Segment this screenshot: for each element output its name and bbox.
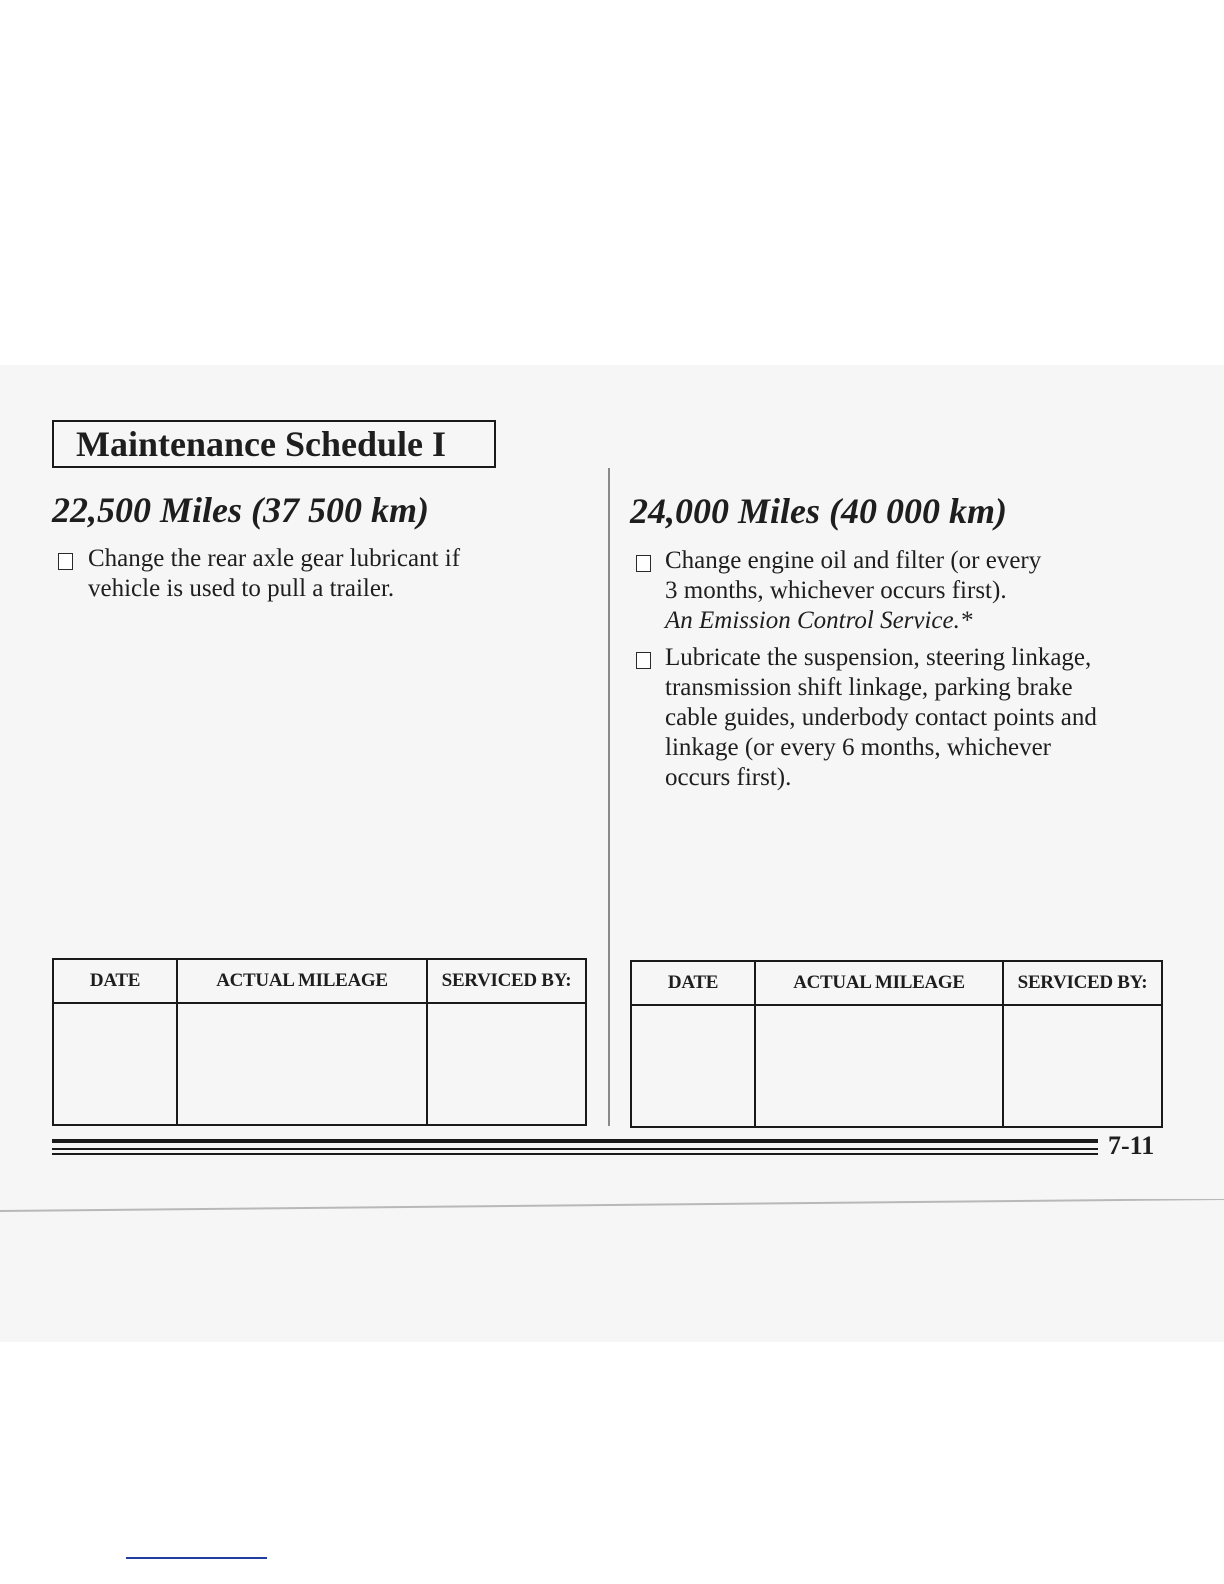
- checkbox-icon[interactable]: [636, 652, 651, 669]
- page-number: 7-11: [1108, 1131, 1155, 1160]
- footer-rule-thin: [52, 1153, 1098, 1155]
- column-divider: [608, 468, 610, 1126]
- interval-heading-22500: 22,500 Miles (37 500 km): [52, 490, 429, 530]
- emission-control-note: An Emission Control Service.*: [665, 607, 973, 634]
- actual-mileage-cell[interactable]: [177, 1003, 427, 1125]
- date-header: DATE: [53, 959, 177, 1003]
- serviced-by-header: SERVICED BY:: [1003, 961, 1162, 1005]
- footer-rule-thick: [52, 1139, 1098, 1143]
- interval-heading-24000: 24,000 Miles (40 000 km): [630, 491, 1007, 531]
- item-line: Change engine oil and filter (or every: [665, 547, 1042, 574]
- date-cell[interactable]: [53, 1003, 177, 1125]
- service-item-oil-change: [665, 546, 1041, 636]
- checkbox-icon[interactable]: [636, 555, 651, 572]
- item-line: Lubricate the suspension, steering linkage,: [665, 644, 1092, 671]
- date-cell[interactable]: [631, 1005, 755, 1127]
- service-log-table-right: [630, 960, 1163, 1128]
- table-header-row: [53, 959, 586, 1003]
- actual-mileage-cell[interactable]: [755, 1005, 1003, 1127]
- item-line: cable guides, underbody contact points and: [665, 704, 1097, 731]
- service-item-lubricate: [665, 643, 1097, 793]
- table-header-row: [631, 961, 1162, 1005]
- service-log-table-left: [52, 958, 587, 1126]
- table-row: [631, 1005, 1162, 1127]
- checkbox-icon[interactable]: [58, 553, 73, 570]
- item-line: occurs first).: [665, 764, 792, 791]
- item-line: vehicle is used to pull a trailer.: [88, 575, 395, 602]
- page-title: Maintenance Schedule I: [52, 420, 496, 468]
- item-line: 3 months, whichever occurs first).: [665, 577, 1007, 604]
- serviced-by-header: SERVICED BY:: [427, 959, 586, 1003]
- date-header: DATE: [631, 961, 755, 1005]
- item-line: transmission shift linkage, parking brake: [665, 674, 1073, 701]
- serviced-by-cell[interactable]: [1003, 1005, 1162, 1127]
- page-edge-line: [0, 1199, 1224, 1221]
- item-line: linkage (or every 6 months, whichever: [665, 734, 1051, 761]
- serviced-by-cell[interactable]: [427, 1003, 586, 1125]
- footer-rule-thin: [52, 1148, 1098, 1150]
- service-item-rear-axle: [88, 544, 460, 604]
- actual-mileage-header: ACTUAL MILEAGE: [755, 961, 1003, 1005]
- bottom-underline: [126, 1557, 267, 1559]
- item-line: Change the rear axle gear lubricant if: [88, 545, 461, 572]
- table-row: [53, 1003, 586, 1125]
- actual-mileage-header: ACTUAL MILEAGE: [177, 959, 427, 1003]
